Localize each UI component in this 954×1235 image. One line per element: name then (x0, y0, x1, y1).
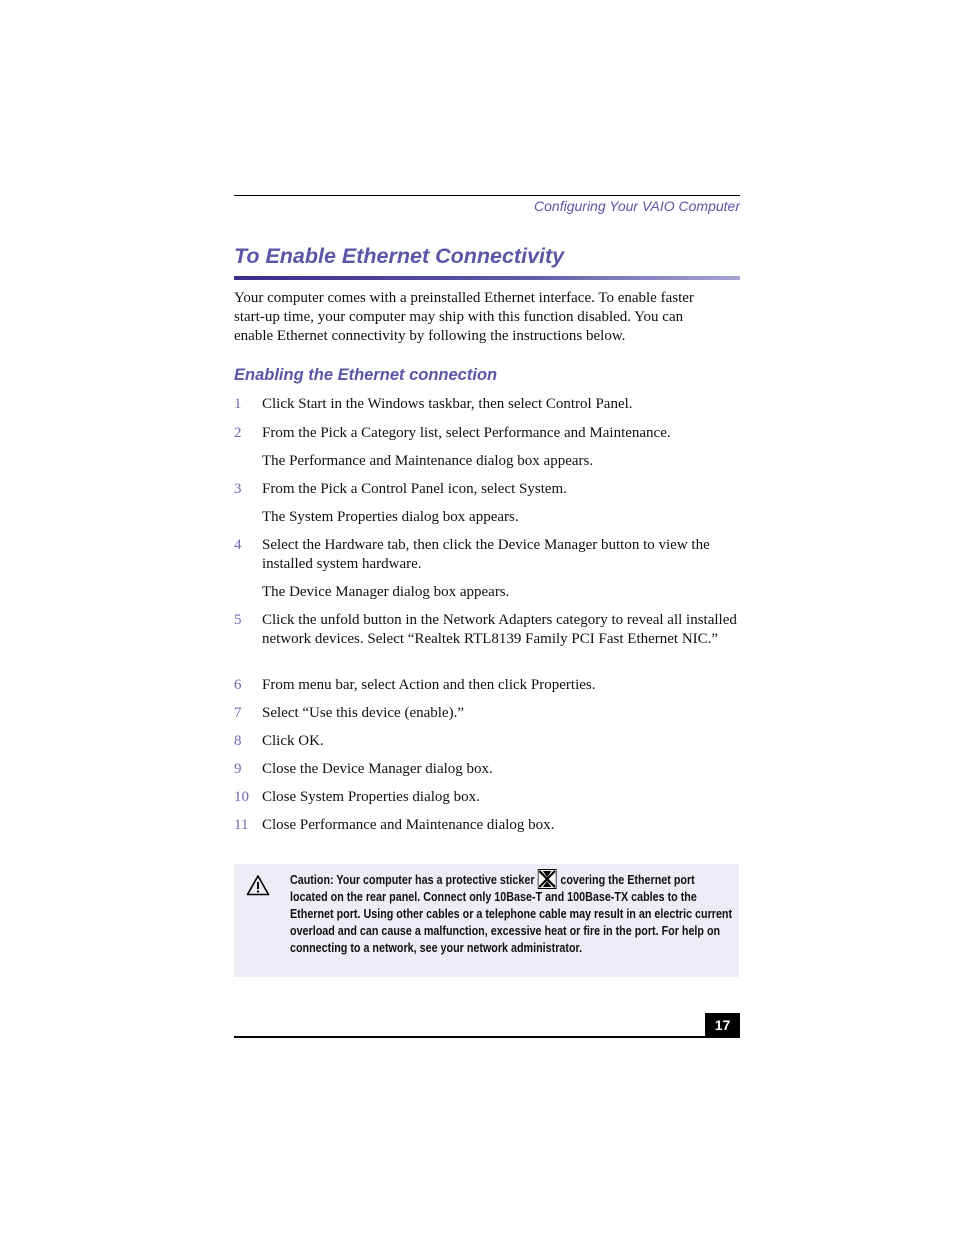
caution-box (234, 864, 739, 977)
intro-paragraph: Your computer comes with a preinstalled Ethernet interface. To enable faster start-up time, your computer may ship with this function disabled. You can enable Ethernet connectivity by following the instructions below. (234, 290, 694, 344)
step-number: 10 (234, 789, 249, 805)
step-number: 2 (234, 425, 242, 441)
step-number: 3 (234, 481, 242, 497)
section-subheading: Enabling the Ethernet connection (234, 366, 498, 384)
step-text: Click the unfold button in the Network Adapters category to reveal all installed network devices. Select “Realtek RTL8139 Family PCI Fast Ethernet NIC.” (262, 612, 737, 647)
caution-text (290, 869, 734, 957)
caution-text-part: Caution: Your computer has a protective sticker (290, 873, 535, 887)
step-result-note: The System Properties dialog box appears. (262, 509, 519, 525)
step-text: Select “Use this device (enable).” (262, 705, 464, 721)
step-number: 6 (234, 677, 242, 693)
running-header: Configuring Your VAIO Computer (534, 198, 740, 214)
step-number: 5 (234, 612, 242, 628)
step-text: From menu bar, select Action and then click Properties. (262, 677, 596, 693)
step-text: Click Start in the Windows taskbar, then select Control Panel. (262, 396, 633, 412)
step-number: 11 (234, 817, 249, 833)
step-number: 7 (234, 705, 242, 721)
step-text: From the Pick a Category list, select Performance and Maintenance. (262, 425, 671, 441)
step-text: Click OK. (262, 733, 324, 749)
step-number: 8 (234, 733, 242, 749)
footer-rule (234, 1036, 740, 1038)
title-underline-bar (234, 276, 740, 280)
warning-triangle-icon (246, 874, 270, 896)
header-rule (234, 195, 740, 196)
step-text: From the Pick a Control Panel icon, select System. (262, 481, 567, 497)
step-text: Close System Properties dialog box. (262, 789, 480, 805)
step-text: Close Performance and Maintenance dialog box. (262, 817, 555, 833)
caution-text-part: covering the Ethernet port located on the rear panel. Connect only 10Base-T and 100Base-TX cables to the Ethernet port. Using other cables or a telephone cable may result in an electric current overload and can cause a malfunction, excessive heat or fire in the port. For help on connecting to a network, see your network administrator. (290, 873, 733, 955)
step-result-note: The Performance and Maintenance dialog box appears. (262, 453, 594, 469)
step-result-note: The Device Manager dialog box appears. (262, 584, 510, 600)
step-text: Select the Hardware tab, then click the Device Manager button to view the installed system hardware. (262, 537, 710, 572)
step-number: 4 (234, 537, 242, 553)
ethernet-sticker-icon (538, 869, 557, 889)
step-number: 9 (234, 761, 242, 777)
step-text: Close the Device Manager dialog box. (262, 761, 493, 777)
page-number: 17 (705, 1013, 740, 1037)
page-title: To Enable Ethernet Connectivity (234, 244, 565, 268)
step-number: 1 (234, 396, 242, 412)
